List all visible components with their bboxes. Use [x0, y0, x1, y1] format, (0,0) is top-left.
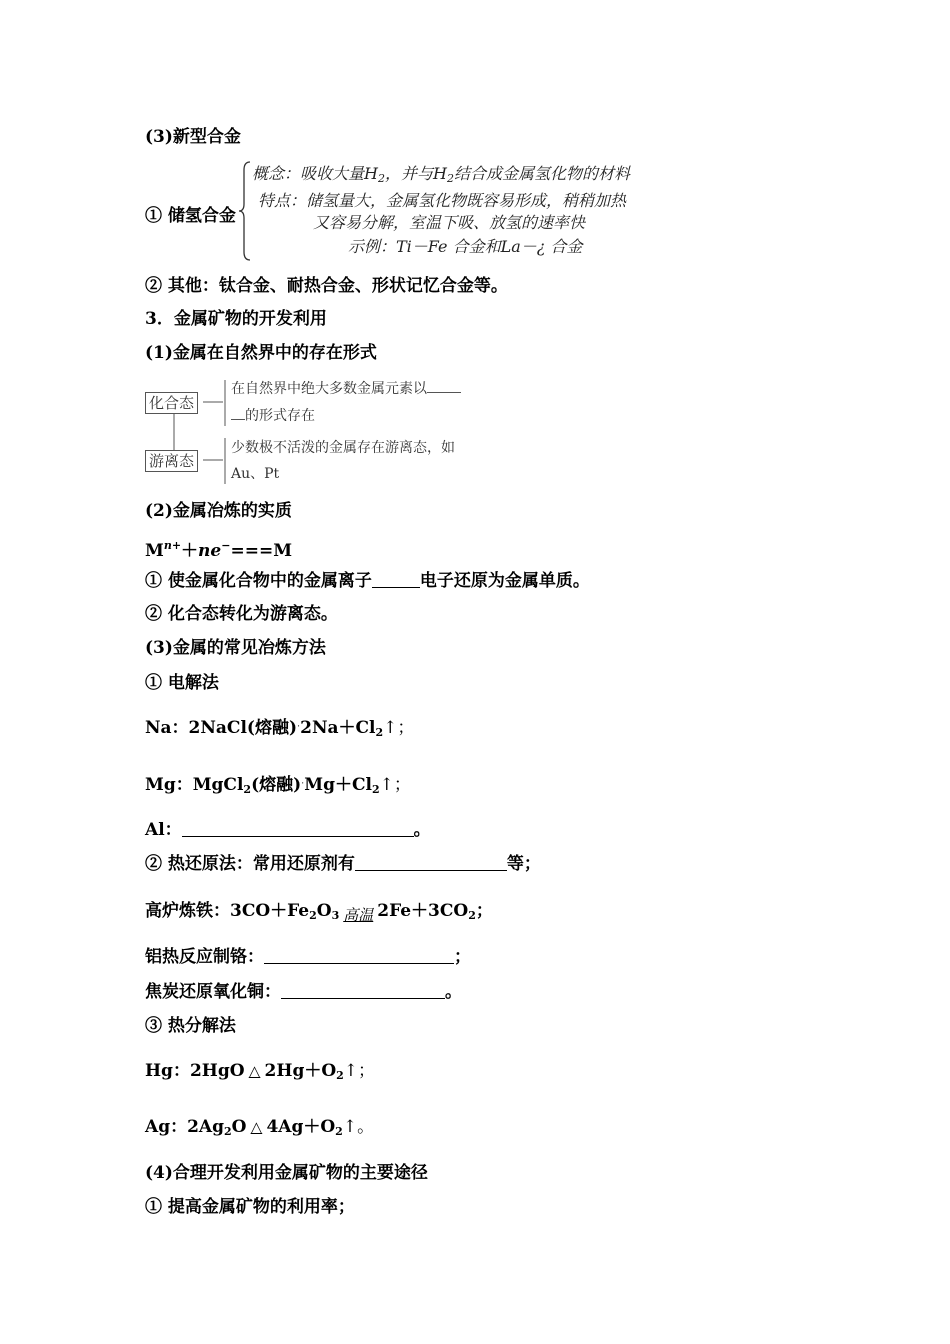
- free-state-text-2: Au、Pt: [231, 466, 280, 482]
- ag-equation: Ag：$2Ag_2O$ △ $4Ag+O_2↑$。: [145, 1117, 375, 1138]
- left-brace-icon: [238, 160, 252, 262]
- combined-state-blank: [427, 378, 461, 393]
- rational-use-title: (4)合理开发利用金属矿物的主要途径: [145, 1163, 428, 1183]
- combined-state-box: 化合态: [145, 392, 198, 414]
- rational-use-route-1: ① 提高金属矿物的利用率；: [145, 1197, 355, 1217]
- gain-electron-blank[interactable]: [372, 571, 420, 588]
- heating-condition-icon: △: [248, 1062, 261, 1080]
- hydrogen-alloy-feature-2: 又容易分解，室温下吸、放氢的速率快: [313, 213, 586, 232]
- combined-state-text-1: 在自然界中绝大多数金属元素以: [231, 378, 461, 399]
- hydrogen-alloy-concept: 概念：吸收大量$H_2$，并与$H_2$结合成金属氢化物的材料: [252, 164, 630, 185]
- coke-reduction-blank[interactable]: [281, 982, 445, 999]
- hg-equation: Hg：2HgO △ $2Hg+O_2↑$；: [145, 1061, 376, 1082]
- na-equation: Na：2NaCl(熔融)$^\cdot 2Na+Cl_2↑$；: [145, 718, 415, 739]
- existence-diagram: [145, 378, 525, 488]
- smelting-essence-title: (2)金属冶炼的实质: [145, 501, 292, 521]
- smelting-equation: $M^{n+}+ne^-===M$: [145, 539, 293, 561]
- al-equation-blank[interactable]: [182, 820, 414, 837]
- thermal-reduction: ② 热还原法：常用还原剂有 等；: [145, 854, 541, 874]
- blast-furnace-equation: 高炉炼铁：$3CO+Fe_2O_3$ 高温 $2Fe+3CO_2$；: [145, 901, 493, 924]
- hydrogen-alloy-label: ① 储氢合金: [145, 206, 236, 226]
- al-equation: Al： 。: [145, 820, 431, 840]
- hydrogen-alloy-feature-1: 特点：储氢量大，金属氢化物既容易形成，稍稍加热: [258, 191, 627, 210]
- essence-point-2: ② 化合态转化为游离态。: [145, 604, 338, 624]
- free-state-box: 游离态: [145, 450, 198, 472]
- other-alloys: ② 其他：钛合金、耐热合金、形状记忆合金等。: [145, 276, 508, 296]
- reducing-agent-blank[interactable]: [355, 854, 507, 871]
- essence-point-1: ① 使金属化合物中的金属离子 电子还原为金属单质。: [145, 571, 590, 591]
- aluminothermic-blank[interactable]: [264, 947, 454, 964]
- coke-reduction-equation: 焦炭还原氧化铜： 。: [145, 982, 462, 1002]
- high-temp-condition: 高温: [343, 906, 374, 924]
- combined-state-text-2: 的形式存在: [231, 405, 315, 426]
- existence-forms-title: (1)金属在自然界中的存在形式: [145, 343, 377, 363]
- mg-equation: Mg：MgCl$_2$(熔融)$^\cdot Mg+Cl_2↑$；: [145, 775, 411, 796]
- free-state-text-1: 少数极不活泼的金属存在游离态，如: [231, 440, 455, 456]
- section-3-title: 3．金属矿物的开发利用: [145, 309, 327, 329]
- thermal-decomposition-title: ③ 热分解法: [145, 1016, 236, 1036]
- section-new-alloys-title: (3)新型合金: [145, 127, 241, 147]
- aluminothermic-equation: 铝热反应制铬： ；: [145, 947, 471, 967]
- heating-condition-icon: △: [250, 1118, 263, 1136]
- hydrogen-alloy-example: 示例：Ti－Fe 合金和La－¿ 合金: [348, 237, 583, 256]
- smelting-methods-title: (3)金属的常见冶炼方法: [145, 638, 326, 658]
- electrolysis-title: ① 电解法: [145, 673, 219, 693]
